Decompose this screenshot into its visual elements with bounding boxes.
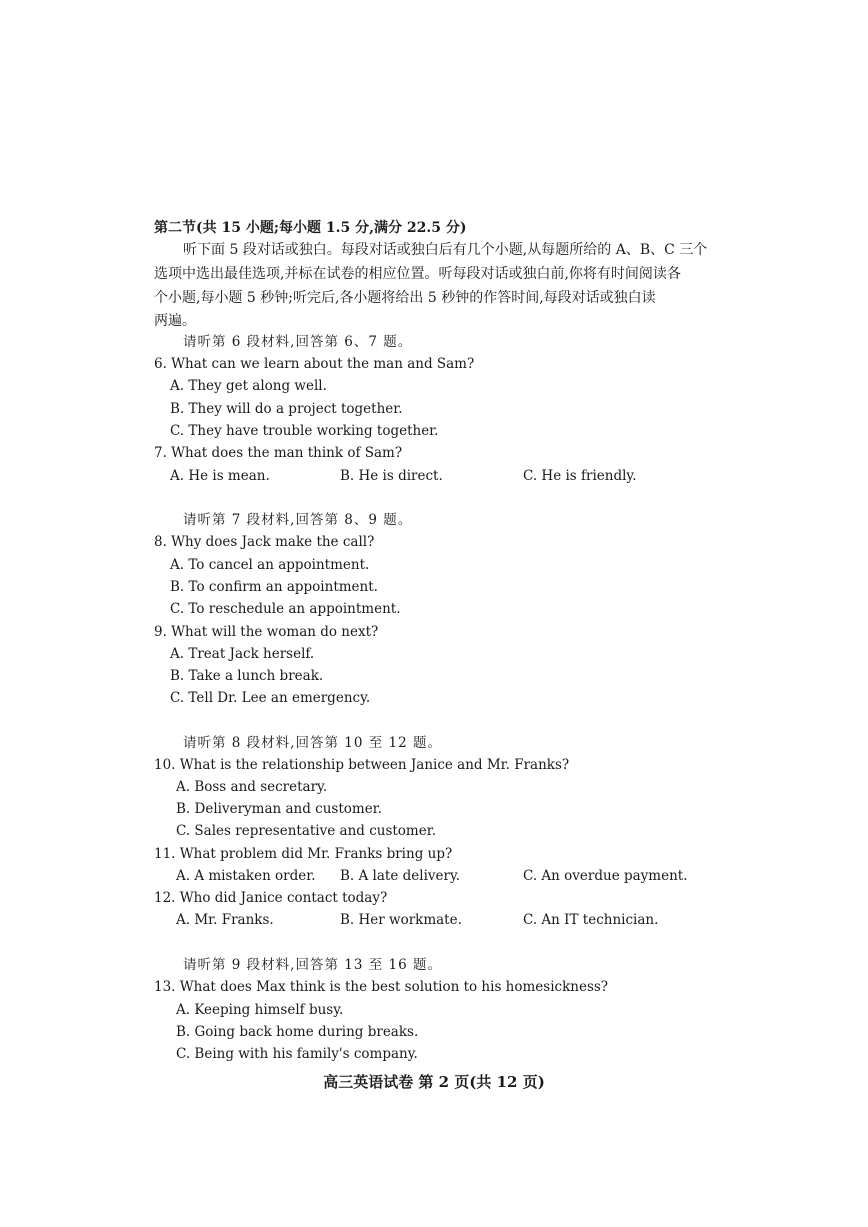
option: C. To reschedule an appointment.	[170, 601, 401, 617]
option: A. Mr. Franks.	[176, 912, 274, 928]
intro-line: 个小题,每小题 5 秒钟;听完后,各小题将给出 5 秒钟的作答时间,每段对话或独白读	[154, 290, 656, 306]
question-stem: 11. What problem did Mr. Franks bring up?	[154, 846, 453, 862]
option: B. Take a lunch break.	[170, 668, 324, 684]
option: C. They have trouble working together.	[170, 423, 439, 439]
group-instruction: 请听第 8 段材料,回答第 10 至 12 题。	[183, 735, 442, 751]
question-stem: 12. Who did Janice contact today?	[154, 890, 388, 906]
intro-line: 两遍。	[154, 313, 196, 329]
page-footer: 高三英语试卷 第 2 页(共 12 页)	[323, 1073, 545, 1091]
question-stem: 7. What does the man think of Sam?	[154, 445, 403, 461]
option: C. Sales representative and customer.	[176, 823, 436, 839]
group-instruction: 请听第 6 段材料,回答第 6、7 题。	[183, 334, 413, 350]
option: A. Treat Jack herself.	[170, 646, 315, 662]
option: A. They get along well.	[170, 378, 327, 394]
question-stem: 9. What will the woman do next?	[154, 624, 379, 640]
option: A. He is mean.	[170, 468, 270, 484]
question-stem: 8. Why does Jack make the call?	[154, 534, 375, 550]
option: B. Her workmate.	[340, 912, 462, 928]
option: B. He is direct.	[340, 468, 443, 484]
option: B. Deliveryman and customer.	[176, 801, 382, 817]
option: C. An overdue payment.	[523, 868, 688, 884]
option: B. They will do a project together.	[170, 401, 403, 417]
question-stem: 13. What does Max think is the best solution to his homesickness?	[154, 979, 609, 995]
option: A. To cancel an appointment.	[170, 557, 370, 573]
option: C. An IT technician.	[523, 912, 659, 928]
option: C. Being with his family's company.	[176, 1046, 418, 1062]
option: A. Keeping himself busy.	[176, 1002, 344, 1018]
option: C. Tell Dr. Lee an emergency.	[170, 690, 371, 706]
group-instruction: 请听第 7 段材料,回答第 8、9 题。	[183, 512, 413, 528]
intro-line: 选项中选出最佳选项,并标在试卷的相应位置。听每段对话或独白前,你将有时间阅读各	[154, 266, 681, 282]
option: A. A mistaken order.	[176, 868, 316, 884]
question-stem: 6. What can we learn about the man and Sam?	[154, 356, 475, 372]
group-instruction: 请听第 9 段材料,回答第 13 至 16 题。	[183, 957, 442, 973]
option: B. To confirm an appointment.	[170, 579, 378, 595]
option: B. Going back home during breaks.	[176, 1024, 419, 1040]
question-stem: 10. What is the relationship between Janice and Mr. Franks?	[154, 757, 570, 773]
option: B. A late delivery.	[340, 868, 461, 884]
section-title: 第二节(共 15 小题;每小题 1.5 分,满分 22.5 分)	[154, 220, 467, 236]
intro-line: 听下面 5 段对话或独白。每段对话或独白后有几个小题,从每题所给的 A、B、C 三个	[183, 242, 708, 258]
option: A. Boss and secretary.	[176, 779, 328, 795]
option: C. He is friendly.	[523, 468, 637, 484]
